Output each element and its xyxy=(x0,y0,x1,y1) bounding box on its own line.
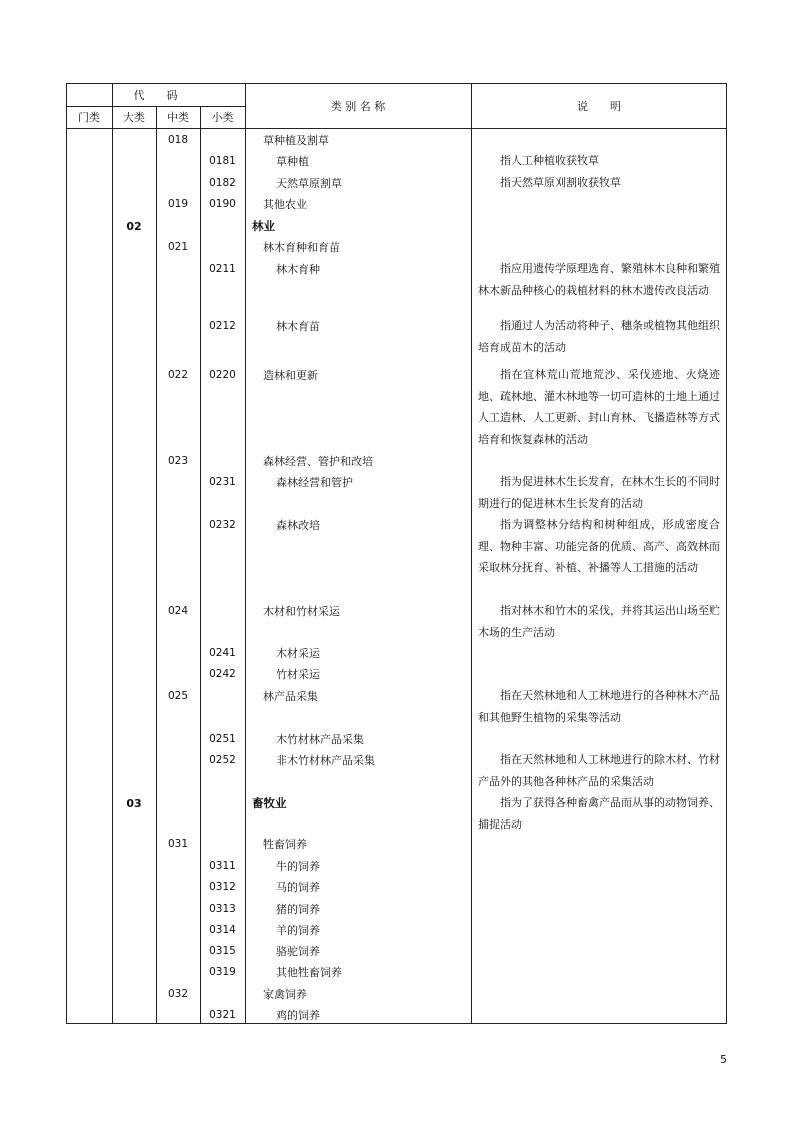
category-description: 指为促进林木生长发育，在林木生长的不同时期进行的促进林木生长发育的活动 xyxy=(478,475,720,510)
category-name: 牲畜饲养 xyxy=(263,838,307,851)
category-name: 木材采运 xyxy=(276,647,320,660)
table-row xyxy=(0,365,794,446)
table-row xyxy=(0,173,794,194)
table-row xyxy=(0,151,794,172)
header-dalei: 大类 xyxy=(123,111,145,124)
table-row xyxy=(0,856,794,877)
xiaolei-code: 0319 xyxy=(209,966,236,978)
table-row xyxy=(0,643,794,664)
xiaolei-code: 0220 xyxy=(209,369,236,381)
xiaolei-code: 0190 xyxy=(209,198,236,210)
table-row xyxy=(0,984,794,1005)
table-row xyxy=(0,130,794,151)
category-name: 林木育种 xyxy=(276,263,320,276)
xiaolei-code: 0181 xyxy=(209,155,236,167)
table-row xyxy=(0,194,794,215)
xiaolei-code: 0321 xyxy=(209,1009,236,1021)
category-description: 指在天然林地和人工林地进行的各种林木产品和其他野生植物的采集等活动 xyxy=(478,689,720,724)
category-name: 造林和更新 xyxy=(263,369,318,382)
zhonglei-code: 018 xyxy=(167,134,189,146)
table-row xyxy=(0,316,794,354)
header-zhonglei: 中类 xyxy=(167,111,189,124)
category-description: 指为了获得各种畜禽产品而从事的动物饲养、捕捉活动 xyxy=(478,796,720,831)
zhonglei-code: 022 xyxy=(167,369,189,381)
xiaolei-code: 0182 xyxy=(209,177,236,189)
table-row xyxy=(0,515,794,574)
table-row xyxy=(0,601,794,639)
category-description: 指在宜林荒山荒地荒沙、采伐迹地、火烧迹地、疏林地、灌木林地等一切可造林的土地上通过人工造林、人工更新、封山育林、飞播造林等方式培育和恢复森林的活动 xyxy=(478,368,720,446)
table-row xyxy=(0,472,794,510)
xiaolei-code: 0231 xyxy=(209,476,236,488)
table-row xyxy=(0,216,794,237)
table-row xyxy=(0,237,794,258)
xiaolei-code: 0314 xyxy=(209,924,236,936)
category-name: 林木育种和育苗 xyxy=(263,241,340,254)
category-name: 牛的饲养 xyxy=(276,860,320,873)
category-name: 林产品采集 xyxy=(263,690,318,703)
page-number: 5 xyxy=(720,1053,727,1066)
category-name: 羊的饲养 xyxy=(276,924,320,937)
category-name: 森林经营和管护 xyxy=(276,476,353,489)
category-name: 马的饲养 xyxy=(276,881,320,894)
header-divider xyxy=(66,106,245,107)
category-description: 指人工种植收获牧草 xyxy=(500,154,599,167)
table-row xyxy=(0,729,794,750)
category-name: 猪的饲养 xyxy=(276,903,320,916)
header-description: 说 明 xyxy=(577,100,621,113)
xiaolei-code: 0313 xyxy=(209,903,236,915)
header-xiaolei: 小类 xyxy=(211,111,234,124)
category-name: 草种植及割草 xyxy=(263,134,329,147)
table-row xyxy=(0,750,794,788)
category-name: 木竹材林产品采集 xyxy=(276,733,364,746)
table-row xyxy=(0,877,794,898)
xiaolei-code: 0252 xyxy=(209,754,236,766)
category-description: 指为调整林分结构和树种组成，形成密度合理、物种丰富、功能完备的优质、高产、高效林而采取林分抚育、补植、补播等人工措施的活动 xyxy=(478,518,720,574)
category-name: 森林改培 xyxy=(276,519,320,532)
dalei-code: 02 xyxy=(126,220,142,233)
xiaolei-code: 0251 xyxy=(209,733,236,745)
category-description: 指对林木和竹木的采伐，并将其运出山场至贮木场的生产活动 xyxy=(478,604,720,639)
table-row xyxy=(0,962,794,983)
xiaolei-code: 0315 xyxy=(209,945,236,957)
table-row xyxy=(0,920,794,941)
category-name: 非木竹材林产品采集 xyxy=(276,754,375,767)
category-name: 骆驼饲养 xyxy=(276,945,320,958)
header-menlei: 门类 xyxy=(78,111,100,124)
category-name: 林业 xyxy=(252,219,275,233)
xiaolei-code: 0211 xyxy=(209,263,236,275)
zhonglei-code: 025 xyxy=(167,690,189,702)
table-row xyxy=(0,941,794,962)
table-row xyxy=(0,834,794,855)
table-row xyxy=(0,686,794,724)
zhonglei-code: 021 xyxy=(167,241,189,253)
table-row xyxy=(0,451,794,472)
xiaolei-code: 0311 xyxy=(209,860,236,872)
header-code: 代 码 xyxy=(133,89,178,102)
table-row xyxy=(0,793,794,831)
xiaolei-code: 0242 xyxy=(209,668,236,680)
xiaolei-code: 0232 xyxy=(209,519,236,531)
dalei-code: 03 xyxy=(126,797,142,810)
xiaolei-code: 0212 xyxy=(209,320,236,332)
category-name: 家禽饲养 xyxy=(263,988,307,1001)
xiaolei-code: 0241 xyxy=(209,647,236,659)
category-name: 天然草原割草 xyxy=(276,177,342,190)
category-name: 其他农业 xyxy=(263,198,307,211)
category-name: 畜牧业 xyxy=(252,796,287,810)
category-name: 草种植 xyxy=(276,155,309,168)
table-row xyxy=(0,259,794,297)
table-row xyxy=(0,664,794,685)
category-name: 鸡的饲养 xyxy=(276,1009,320,1022)
zhonglei-code: 024 xyxy=(167,605,189,617)
category-name: 木材和竹材采运 xyxy=(263,605,340,618)
category-description: 指天然草原刈割收获牧草 xyxy=(500,176,621,189)
zhonglei-code: 019 xyxy=(167,198,189,210)
category-description: 指通过人为活动将种子、穗条或植物其他组织培育成苗木的活动 xyxy=(478,319,720,354)
category-description: 指应用遗传学原理选育、繁殖林木良种和繁殖林木新品种核心的栽植材料的林木遗传改良活动 xyxy=(478,262,720,297)
zhonglei-code: 023 xyxy=(167,455,189,467)
category-name: 林木育苗 xyxy=(276,320,320,333)
table-row xyxy=(0,1005,794,1026)
zhonglei-code: 032 xyxy=(167,988,189,1000)
table-row xyxy=(0,899,794,920)
header-bottom-rule xyxy=(66,128,727,129)
header-category-name: 类 别 名 称 xyxy=(330,100,386,113)
category-description: 指在天然林地和人工林地进行的除木材、竹材产品外的其他各种林产品的采集活动 xyxy=(478,753,720,788)
category-name: 竹材采运 xyxy=(276,668,320,681)
zhonglei-code: 031 xyxy=(167,838,189,850)
xiaolei-code: 0312 xyxy=(209,881,236,893)
category-name: 其他牲畜饲养 xyxy=(276,966,342,979)
category-name: 森林经营、管护和改培 xyxy=(263,455,373,468)
